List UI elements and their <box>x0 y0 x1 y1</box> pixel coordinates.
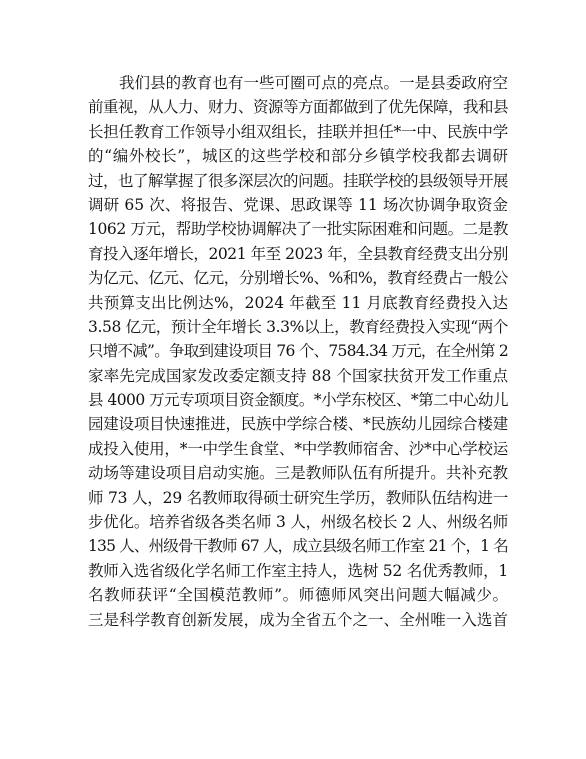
body-paragraph <box>88 71 508 632</box>
paragraph-line: 师 73 人，29 名教师取得硕士研究生学历，教师队伍结构进一 <box>88 488 508 507</box>
paragraph-line: 只增不减”。争取到建设项目 76 个、7584.34 万元，在全州第 2 <box>88 342 508 361</box>
paragraph-line: 1062 万元，帮助学校协调解决了一批实际困难和问题。二是教 <box>88 220 508 239</box>
paragraph-line: 成投入使用，*一中学生食堂、*中学教师宿舍、沙*中心学校运 <box>88 439 508 458</box>
paragraph-line: 调研 65 次、将报告、党课、思政课等 11 场次协调争取资金 <box>88 195 508 214</box>
paragraph-line: 的“编外校长”，城区的这些学校和部分乡镇学校我都去调研 <box>88 147 508 166</box>
paragraph-line: 3.58 亿元，预计全年增长 3.3%以上，教育经费投入实现“两个 <box>88 317 508 336</box>
paragraph-line: 过，也了解掌握了很多深层次的问题。挂联学校的县级领导开展 <box>88 171 508 190</box>
paragraph-line: 为亿元、亿元、亿元，分别增长%、%和%，教育经费占一般公 <box>88 269 508 288</box>
paragraph-line: 前重视，从人力、财力、资源等方面都做到了优先保障，我和县 <box>88 98 508 117</box>
paragraph-line: 名教师获评“全国模范教师”。师德师风突出问题大幅减少。 <box>88 586 508 605</box>
paragraph-line: 135 人、州级骨干教师 67 人，成立县级名师工作室 21 个，1 名 <box>88 537 508 556</box>
paragraph-line: 共预算支出比例达%，2024 年截至 11 月底教育经费投入达 <box>88 293 508 312</box>
paragraph-line: 县 4000 万元专项项目资金额度。*小学东校区、*第二中心幼儿 <box>88 391 508 410</box>
paragraph-line: 我们县的教育也有一些可圈可点的亮点。一是县委政府空 <box>119 74 508 92</box>
paragraph-line: 园建设项目快速推进，民族中学综合楼、*民族幼儿园综合楼建 <box>88 415 508 434</box>
paragraph-line: 长担任教育工作领导小组双组长，挂联并担任*一中、民族中学 <box>88 122 508 141</box>
paragraph-line: 家率先完成国家发改委定额支持 88 个国家扶贫开发工作重点 <box>88 366 508 385</box>
paragraph-line: 教师入选省级化学名师工作室主持人，选树 52 名优秀教师，1 <box>88 561 508 580</box>
paragraph-line: 育投入逐年增长，2021 年至 2023 年，全县教育经费支出分别 <box>88 244 508 263</box>
paragraph-line: 步优化。培养省级各类名师 3 人，州级名校长 2 人、州级名师 <box>88 513 508 532</box>
paragraph-line: 三是科学教育创新发展，成为全省五个之一、全州唯一入选首 <box>88 610 508 629</box>
paragraph-line: 动场等建设项目启动实施。三是教师队伍有所提升。共补充教 <box>88 464 508 483</box>
